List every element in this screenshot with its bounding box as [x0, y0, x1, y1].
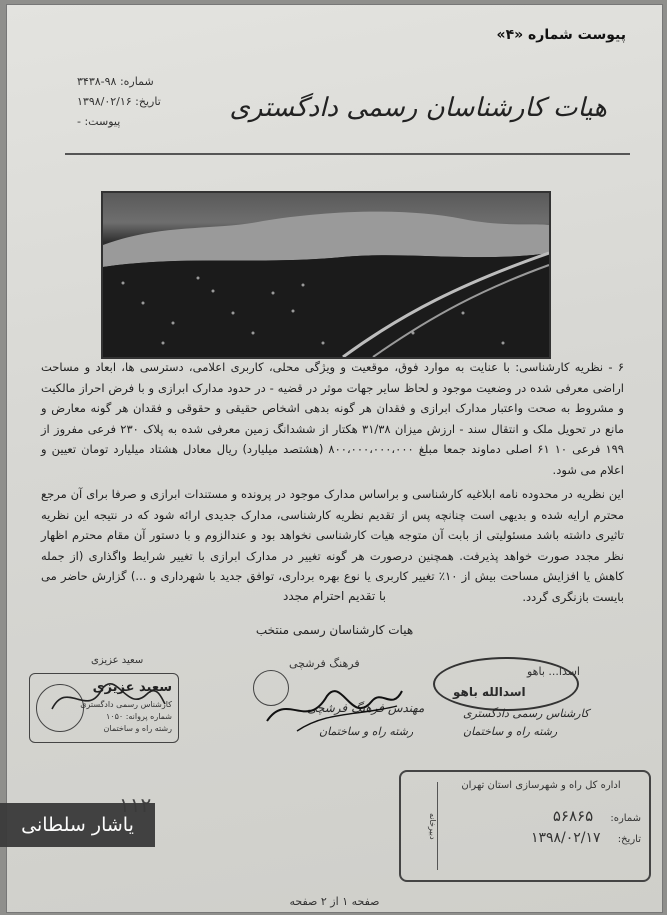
disclaimer-paragraph: این نظریه در محدوده نامه ابلاغیه کارشناسی و براساس مدارک موجود در پرونده و مستندات ابرازی و صرفا برای آن مرجع محترم ارایه شده و بدیهی است چنانچه پس از تقدیم نظریه کارشناسی، مدارک جدیدی ارائه شود که در نتیجه این نظریه تاثیری داشته باشد مسئولیتی از بابت آن متوجه هیات کارشناسی نخواهد بود و عندالزوم و با دستور آن مقام محترم اظهار نظر مجدد صورت خواهد پذیرفت. همچنین درصورت هر گونه تغییر در مدارک ابرازی با تغییر شرایط واگذاری (از جمله کاهش یا افزایش مساحت بیش از ۱۰٪ تغییر کاربری یا نوع بهره برداری، توافق جدید با شهرداری و ...) گزارش حاضر می بایست بازنگری گردد. [41, 487, 625, 604]
letter-attachment: پیوست: - [77, 115, 121, 128]
office-stamp-side: دبیرخانه [407, 782, 438, 870]
center-signature [257, 671, 407, 741]
left-signature [47, 669, 167, 729]
office-stamp-title: اداره کل راه و شهرسازی استان تهران [461, 780, 621, 791]
watermark-label: یاشار سلطانی [0, 803, 155, 847]
document-page [6, 4, 663, 913]
left-stamp-name: سعید عزیزی [92, 680, 172, 695]
office-stamp-number-row [441, 805, 641, 827]
office-receipt-stamp [399, 770, 651, 882]
body-text [41, 357, 624, 607]
center-stamp-name: مهندس فرهنگ فرشچی [307, 701, 425, 715]
page-footer: صفحه ۱ از ۲ صفحه [289, 895, 380, 908]
right-stamp-name: اسدالله باهو [453, 685, 526, 699]
left-signer-label: سعید عزیزی [91, 655, 144, 666]
office-stamp-number-label: شماره: [610, 813, 641, 824]
office-stamp-date-label: تاریخ: [617, 834, 641, 845]
right-signer-label: اسدا... باهو [527, 665, 580, 678]
right-stamp-title: کارشناس رسمی دادگستری [463, 707, 590, 720]
office-stamp-number: ۵۶۸۶۵ [552, 807, 594, 825]
land-photo [101, 191, 551, 359]
office-stamp-date: ۱۳۹۸/۰۲/۱۷ [530, 830, 601, 846]
right-stamp-field: رشته راه و ساختمان [463, 725, 558, 738]
header-divider [65, 153, 630, 155]
closing-regards: با تقدیم احترام مجدد [282, 589, 387, 603]
center-signer-label: فرهنگ فرشچی [289, 657, 360, 670]
letter-number: شماره: ۹۸-۳۴۳۸ [77, 75, 154, 88]
board-name: هیات کارشناسان رسمی منتخب [255, 623, 414, 637]
center-stamp-field: رشته راه و ساختمان [319, 725, 414, 738]
left-stamp-line: رشته راه و ساختمان [103, 724, 172, 733]
appendix-label: پیوست شماره «۴» [496, 27, 626, 43]
document-title: هیات کارشناسان رسمی دادگستری [229, 93, 607, 123]
office-stamp-date-row [441, 827, 641, 849]
left-stamp-line: کارشناس رسمی دادگستری [80, 700, 172, 709]
left-stamp-line: شماره پروانه: ۱۰۵۰ [105, 712, 172, 721]
assessment-paragraph: ۶ - نظریه کارشناسی: با عنایت به موارد فوق، موقعیت و ویژگی محلی، کاربری اعلامی، دسترسی ها، ابعاد و مساحت اراضی معرفی شده در وضعیت موجود و لحاظ سایر جهات موثر در قضیه - در حدود مدارک ابرازی و با فرض احراز مالکیت و مشروط به صحت واعتبار مدارک ابرازی و فقدان هر گونه بدهی اشخاص حقیقی و حقوقی و فقدان هر گونه معارض و مانع در تحویل ملک و انتقال سند - ارزش میزان ۳۱/۳۸ هکتار از ششدانگ زمین معرفی شده به پلاک ۲۳۰ فرعی مفروز از ۱۹۹ فرعی ۱۰ ۶۱ اصلی دماوند جمعا مبلغ ۸۰۰،۰۰۰،۰۰۰،۰۰۰ (هشتصد میلیارد) ریال معادل هشتاد میلیارد تومان تعیین و اعلام می شود. [41, 360, 625, 477]
right-signature-oval [433, 657, 579, 711]
letter-date: تاریخ: ۱۳۹۸/۰۲/۱۶ [77, 95, 161, 108]
